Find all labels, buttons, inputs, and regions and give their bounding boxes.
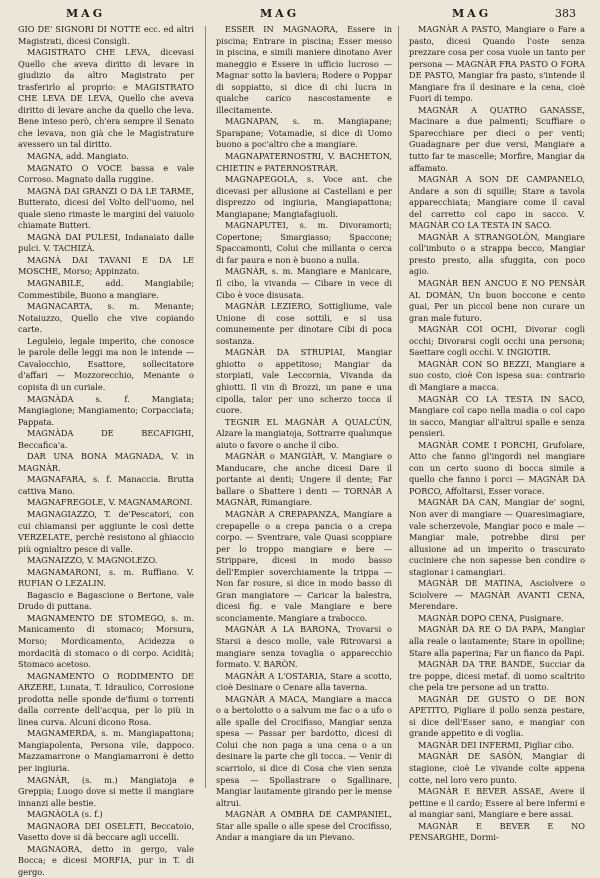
entry: MAGNÀR DA RE O DA PAPA, Mangiar alla reale o lautamente; Stare in opolline; Stare alla paperina; Far un fianco da Papi. — [409, 624, 585, 658]
entry: MAGNÀR A L'OSTARIA, Stare a scotto, cioè Desinare o Cenare alla taverna. — [216, 670, 392, 693]
entry: MAGNAPAN, s. m. Mangiapane; Sparapane; Votamadie, si dice di Uomo buono a poc'altro che a mangiare. — [216, 116, 392, 150]
entry: MAGNÀR E BEVER ASSAE, Avere il pettine e il cardo; Essere al bere infermi e al mangiar sani, Mangiare e bere assai. — [409, 786, 585, 820]
entry: MAGNÀR CON SO BEZZI, Mangiare a suo costo, cioè Con ispesa sua: contrario di Mangiare a macca. — [409, 358, 585, 392]
entry: MAGNÀR DE SASÒN, Mangiar di stagione, cioè Le vivande colte appena cotte, nel loro vero punto. — [409, 751, 585, 785]
entry: MAGNÀR A PASTO, Mangiare o Fare a pasto, dicesi Quando l'oste senza prezzare cosa per cosa vuole un tanto per persona — MAGNÀR FRA PASTO O FORA DE PASTO, Mangiar fra pasto, s'intende il Mangiare fra il desinare e la cena, cioè Fuori di tempo. — [409, 24, 585, 104]
entry: MAGNATO O VOCE bassa e vale Corroso. Magnato dalla ruggine. — [18, 162, 194, 185]
entry: MAGNAMENTO DE STOMEGO, s. m. Manicamento di stomaco; Morsura, Morso; Mordicamento, Acidezza o mordacità di stomaco o di corpo. Acidità; Stomaco acetoso. — [18, 612, 194, 670]
entry: ESSER IN MAGNAORA, Essere in piscina; Entrare in piscina; Esser messo in piscina, e simili maniere dinotano Aver maneggio e Essere in ufficio lucroso — Magnar sotto la baviera; Rodere o Poppar di soppiatto, si dice di chi lucra in qualche carico nascostamente e illecitamente. — [216, 24, 392, 115]
entry: MAGNAMARONI, s. m. Ruffiano. V. RUFIAN O LEZALIN. — [18, 566, 194, 589]
entry: MAGNÀR BEN ANCUO E NO PENSÀR AL DOMÀN, Un buon boccone e cento guai, Per un piccol bene non curare un gran male futuro. — [409, 278, 585, 323]
entry: MAGNAPUTEI, s. m. Divoramorti; Copertone; Smargiasso; Spaccone; Spaccamonti, Colui che millanta o cerca di far paura e non è buono a nulla. — [216, 220, 392, 265]
entry: MAGNAPATERNOSTRI, V. BACHETON, CHIETIN e PATERNOSTRÀR. — [216, 151, 392, 173]
entry: MAGNÀDA s. f. Mangiata; Mangiagione; Mangiamento; Corpacciata; Pappata. — [18, 393, 194, 427]
text-column-1 — [18, 24, 194, 877]
entry: MAGNAMENTO O RODIMENTO DE ARZERE, Lunata, T. Idraulico, Corrosione prodotta nelle sponde de'fiumi o torrenti dalla corrente dell'acqua, per lo più in linea curva. Alcuni dicono Rosa. — [18, 670, 194, 727]
entry: MAGNÀR A LA BARONA, Trovarsi o Starsi a desco molle, vale Ritrovarsi a mangiare senza tovaglia o apparecchio formato. V. BARÒN. — [216, 624, 392, 670]
entry: MAGNÀOLA (s. f.) — [27, 809, 103, 820]
entry: MAGNÀR A OMBRA DE CAMPANIEL, Star alle spalle o alle spese del Crocifisso, Andar a mangiare da un Pievano. — [216, 809, 392, 843]
entry: MAGNÀR LEZIERO, Sottigliume, vale Unione di cose sottili, e si usa comunemente per dinotare Cibi di poca sostanza. — [216, 301, 392, 346]
page-header — [0, 7, 600, 23]
entry: DAR UNA BONA MAGNADA, V. in MAGNÀR. — [18, 451, 194, 473]
entry: MAGNÀR DA STRUPIAI, Mangiar ghiotto o appetitoso; Mangiar da storpiati, vale Leccornia, Vivanda da ghiotti. Il vin di Brozzi, un pane e una cipolla, talor per uno scherzo tocca il cuore. — [216, 347, 392, 416]
entry: Bagascio e Bagascione o Bertone, vale Drudo di puttana. — [18, 589, 194, 612]
entry: MAGNÀR DOPO CENA, Pusignare. — [418, 612, 564, 623]
entry: MAGNÀR DEI INFERMI, Pigliar cibo. — [418, 739, 574, 750]
entry: MAGNÀR A CREPAPANZA, Mangiare a crepapelle o a crepa pancia o a crepa corpo. — Sventrare, vale Quasi scoppiare per lo troppo mangiare e bere — Strippare, dicesi in modo basso dell'Empier soverchiamente la trippa — Non far rosure, si dice in modo basso di Gran mangiatore — Caricar la balestra, dicesi fig. e vale Mangiare e bere sconciamente. Mangiare a trabocco. — [216, 508, 392, 623]
text-column-3 — [409, 24, 585, 843]
entry: MAGNÀR A QUATRO GANASSE, Macinare a due palmenti; Scuffiare o Sparecchiare per dieci o per venti; Guadagnare per due versi, Mangiare a tutto far te mascelle; Morfire, Mangiar da affamato. — [409, 104, 585, 173]
entry: MAGNAFARA, s. f. Manaccia. Brutta cattiva Mano. — [18, 474, 194, 496]
entry: MAGNÀR, (s. m.) Mangiatoja e Greppia; Luogo dove si mette il mangiare innanzi alle bestie. — [18, 774, 194, 808]
entry: MAGNÀR o MANGIÀR, V. Mangiare o Manducare, che anche dicesi Dare il portante ai denti; Ungere il dente; Far ballare o Sbattere i denti — TORNÀR A MAGNÀR, Rimangiare. — [216, 451, 392, 508]
entry: MAGNÀR DE MATINA, Asciolvere o Sciolvere — MAGNÀR AVANTI CENA, Merendare. — [409, 578, 585, 612]
entry: MAGNÀR A SON DE CAMPANELO, Andare a son di squille; Stare a tavola apparecchiata; Mangiare come il caval del carretto col capo in sacco. V. MAGNÀR CO LA TESTA IN SACO. — [409, 174, 585, 231]
entry: MAGNÀR CO LA TESTA IN SACO, Mangiare col capo nella madia o col capo in sacco, Mangiar all'altrui spalle e senza pensieri. — [409, 393, 585, 439]
entry: MAGNAFREGOLE, V. MAGNAMARONI. — [27, 497, 193, 508]
running-head-middle: MAG — [260, 7, 300, 20]
entry: MAGNÀR DE GUSTO O DE BON APETITO, Pigliare il pollo senza pestare, si dice dell'Esser sano, e mangiar con grande appetito e di voglia. — [409, 693, 585, 739]
entry: MAGNÀR, s. m. Mangiare e Manicare, Il cibo, la vivanda — Cibare in vece di Cibo è voce disusata. — [216, 266, 392, 300]
entry: MAGNÀ DAI TAVANI E DA LE MOSCHE, Morso; Appinzato. — [18, 254, 194, 277]
entry: MAGNAORA DEI OSELETI, Beccatoio, Vasetto dove si dà beccare agli uccelli. — [18, 820, 194, 843]
entry: MAGNABILE, add. Mangiabile; Commestibile, Buono a mangiare. — [18, 278, 194, 300]
entry: MAGNACARTA, s. m. Menante; Notaiuzzo, Quello che vive copiando carte. — [18, 301, 194, 335]
running-head-right: MAG — [452, 7, 492, 20]
entry: TEGNIR EL MAGNÀR A QUALCÙN, Alzare la mangiatoja, Sottrarre qualunque aiuto o favore o anche il cibo. — [216, 416, 392, 450]
entry: MAGNÀR COI OCHI, Divorar cogli occhi; Divorarsi cogli occhi una persona; Saettare cogli occhi. V. INGIOTIR. — [409, 324, 585, 358]
entry: MAGNÀR E BEVER E NO PENSARGHE, Dormi- — [409, 820, 585, 843]
entry: MAGNAGIAZZO, T. de'Pescatori, con cui chiamansi per aggiunte le così dette VERZELATE, perchè resistono al ghiaccio più ognialtro pesce di valle. — [18, 508, 194, 554]
entry: MAGNÀR COME I PORCHI, Grufolare, Atto che fanno gl'ingordi nel mangiare con un certo suono di bocca simile a quello che fanno i porci — MAGNÀR DA PORCO, Affoltarsi, Esser vorace. — [409, 439, 585, 496]
entry: GIO DE' SIGNORI DI NOTTE ecc. ed altri Magistrati, dicesi Consigli. — [18, 24, 194, 46]
entry: MAGNÀR A STRANGOLÒN, Mangiare coll'imbuto o a strappa becco, Mangiar presto presto, alla sfuggita, con poco agio. — [409, 231, 585, 277]
column-rule — [205, 26, 206, 788]
entry: MAGNAMERDA, s. m. Mangiapattona; Mangiapolenta, Persona vile, dappoco. Mazzamarrone o Mangiamarroni è detto per ingiuria. — [18, 728, 194, 773]
entry: MAGNÀ DAI PULESI, Indanaiato dalle pulci. V. TACHIZÀ. — [18, 231, 194, 254]
entry: MAGNAIZZO, V. MAGNOLEZO. — [27, 555, 158, 566]
running-head-left: MAG — [66, 7, 106, 20]
entry: MAGNA, add. Mangiato. — [27, 151, 129, 162]
entry: MAGNÀR A MACA, Mangiare a macca o a bertolotto o a salvum me fac o a ufo o alle spalle del Crocifisso, Mangiar senza spesa — Passar per bardotto, dicesi di Colui che non paga a una cena o a un desinare la parte che gli tocca. — Venir di scarriolo, si dice di Cosa che vien senza spesa — Spollastrare o Sgallinare, Mangiar lautamente girando per le mense altrui. — [216, 693, 392, 808]
entry: MAGNÀR DA TRE BANDE, Succiar da tre poppe, dicesi metaf. di uomo scaltrito che pela tre persone ad un tratto. — [409, 659, 585, 693]
entry: MAGNÀ DAI GRANZI O DA LE TARME, Butterato, dicesi del Volto dell'uomo, nel quale sieno rimaste le margini del vaiuolo chiamate Butteri. — [18, 185, 194, 231]
entry: MAGNÀR DA CAN, Mangiar de' sogni, Non aver di mangiare — Quaresimagiare, vale scherzevole, Mangiar poco e male — Mangiar male, potrebbe dirsi per allusione ad un imperito o trascurato cuciniere che non sapesse ben condire o stagionar i camangiari. — [409, 497, 585, 577]
text-column-2 — [216, 24, 392, 843]
entry: MAGISTRATO CHE LEVA, dicevasi Quello che aveva diritto di levare in giudizio da altro Magistrato per trasferirlo al proprio: e MAGISTRATO CHE LEVA DE LEVA, Quello che aveva diritto di levare anche da quello che leva. Bene inteso però, ch'era sempre il Senato che levava, non già che le Magistrature avessero un tal diritto. — [18, 47, 194, 150]
entry: MAGNAPEGOLA, s. Voce ant. che dicevasi per allusione ai Castellani e per disprezzo od ingiuria, Mangiapattona; Mangiapane; Mangiafagiuoli. — [216, 174, 392, 219]
page-number: 383 — [555, 7, 576, 20]
column-rule — [398, 26, 399, 788]
entry: MAGNAORA, detto in gergo, vale Bocca; e dicesi MORFIA, pur in T. di gergo. — [18, 843, 194, 877]
entry: MAGNÀDA DE BECAFIGHI, Beccafica'a. — [18, 428, 194, 450]
entry: Leguleio, legale imperito, che conosce le parole delle leggi ma non le intende — Cavalocchio, Esattore, sollecitatore d'affari — Mozzorecchio, Menante o copista di un curiale. — [18, 335, 194, 392]
